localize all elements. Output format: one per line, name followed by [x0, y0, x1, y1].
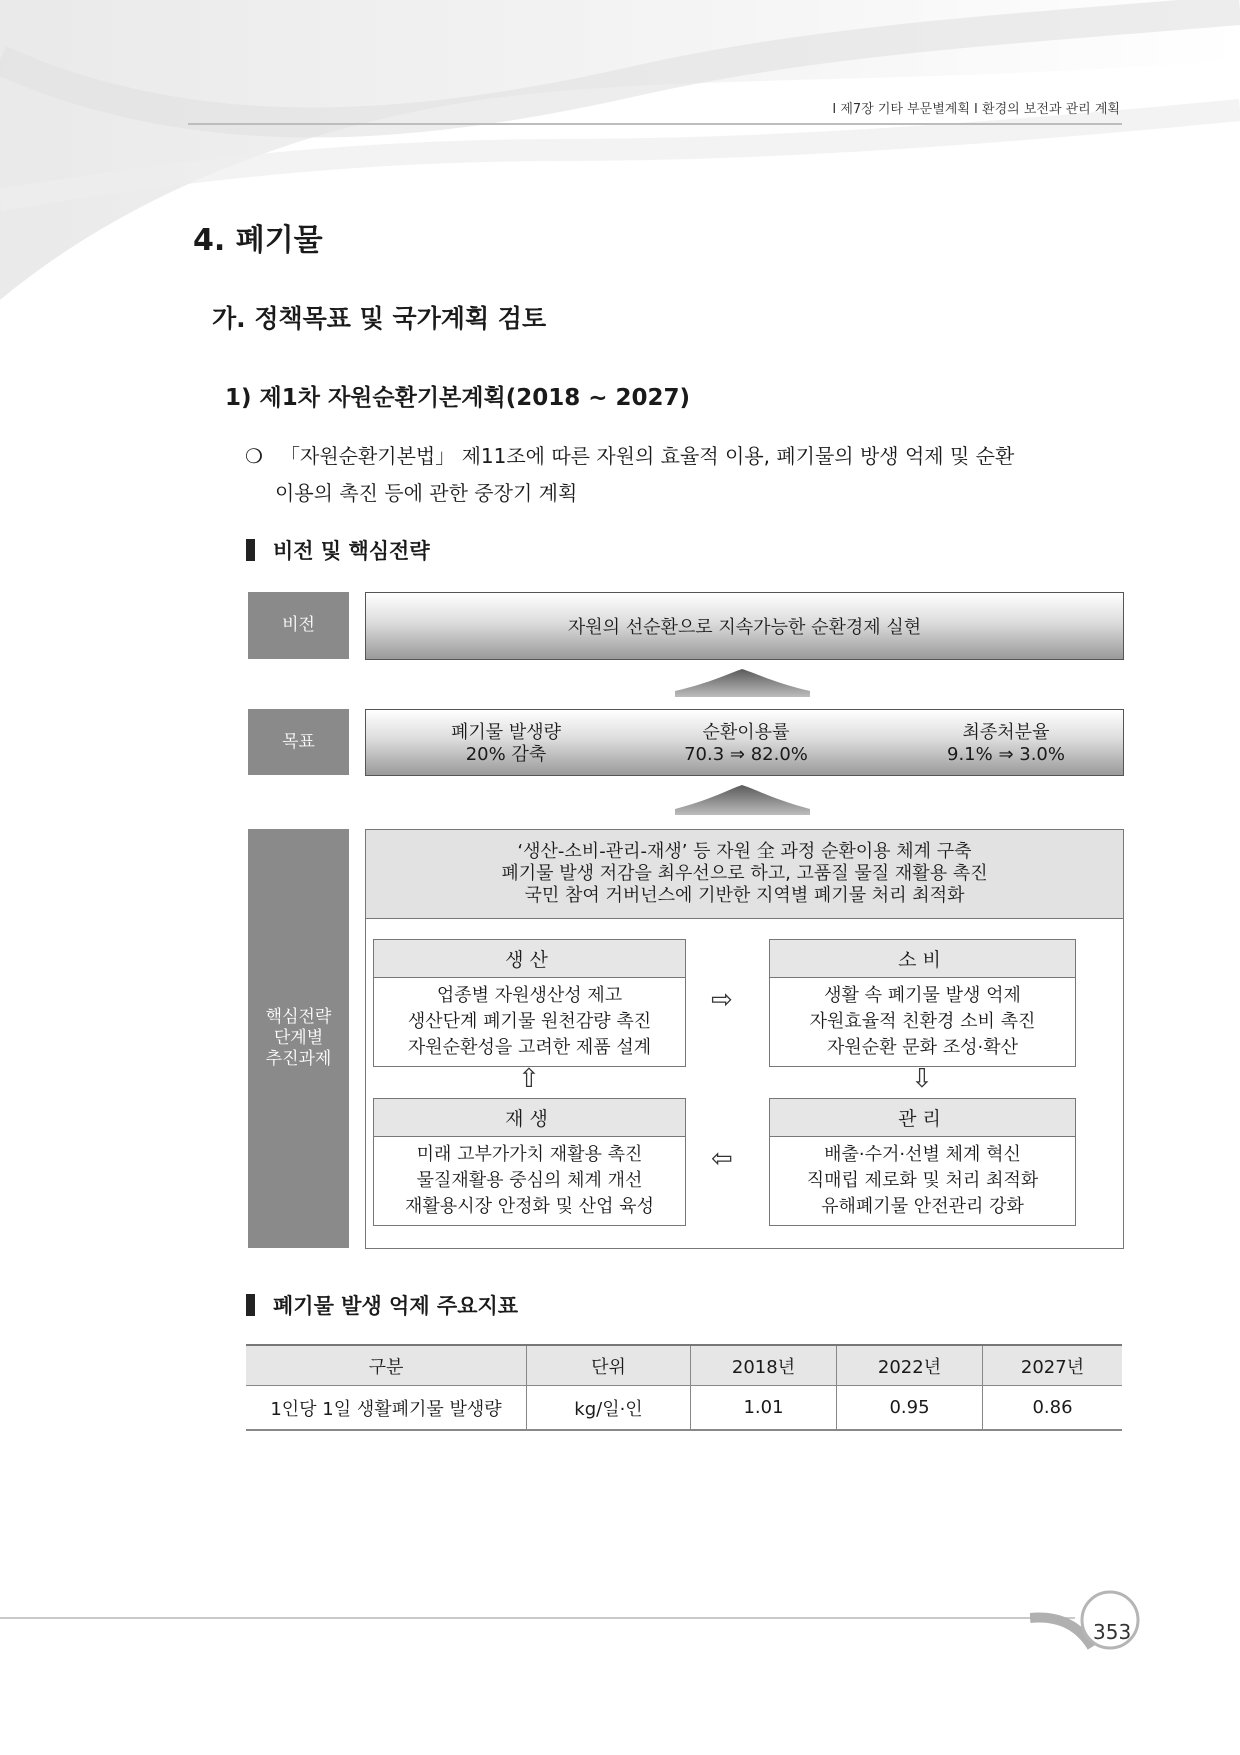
- table-header-cell: 2022년: [837, 1345, 983, 1386]
- table-row: [246, 1386, 1122, 1431]
- card-recycling: [373, 1098, 686, 1226]
- chapter-heading: 4. 폐기물: [193, 223, 323, 258]
- vision-label: 비전: [248, 592, 349, 659]
- footer-rule: [0, 1617, 1075, 1619]
- goal-waste-generation: 폐기물 발생량 20% 감축: [450, 722, 562, 765]
- table-header-cell: 2018년: [691, 1345, 837, 1386]
- header-swirl-decoration: [0, 0, 1240, 330]
- card-body: 생활 속 폐기물 발생 억제 자원효율적 친환경 소비 촉진 자원순환 문화 조성·확산: [809, 985, 1036, 1058]
- up-arrow-icon: [675, 785, 810, 815]
- card-body: 업종별 자원생산성 제고 생산단계 폐기물 원천감량 촉진 자원순환성을 고려한 제품 설계: [407, 985, 652, 1058]
- table-header-row: [246, 1345, 1122, 1386]
- page-number: 353: [1093, 1620, 1132, 1644]
- goal-box: [365, 709, 1124, 776]
- table-header-cell: 구분: [246, 1345, 527, 1386]
- table-cell: 0.95: [837, 1386, 983, 1431]
- card-title: 소비: [770, 940, 1075, 978]
- goal-label: 목표: [248, 709, 349, 775]
- card-consumption: [769, 939, 1076, 1067]
- vision-box: [365, 592, 1124, 660]
- intro-line-2: 이용의 촉진 등에 관한 중장기 계획: [275, 481, 578, 505]
- section-heading: 가. 정책목표 및 국가계획 검토: [212, 304, 547, 333]
- table-header-cell: 2027년: [983, 1345, 1123, 1386]
- running-head: Ⅰ 제7장 기타 부문별계획 Ⅰ 환경의 보전과 관리 계획: [832, 102, 1120, 117]
- title-bar-icon: [246, 1294, 255, 1316]
- strategy-box: [365, 829, 1124, 1249]
- card-title: 생산: [374, 940, 685, 978]
- strategy-label: 핵심전략 단계별 추진과제: [248, 829, 349, 1248]
- running-head-chapter: 제7장 기타 부문별계획: [840, 102, 970, 117]
- goal-final-disposal-rate: 최종처분율 9.1% ⇒ 3.0%: [947, 722, 1065, 765]
- header-rule: [188, 123, 1122, 125]
- table-cell: kg/일·인: [527, 1386, 691, 1431]
- table-cell: 0.86: [983, 1386, 1123, 1431]
- bullet-circle-icon: ❍: [245, 444, 263, 468]
- arrow-left-icon: ⇦: [711, 1144, 733, 1174]
- table-header-cell: 단위: [527, 1345, 691, 1386]
- title-bar-icon: [246, 539, 255, 561]
- intro-line-1: 「자원순환기본법」 제11조에 따른 자원의 효율적 이용, 폐기물의 방생 억제 및 순환: [280, 444, 1015, 468]
- indicator-title: 폐기물 발생 억제 주요지표: [246, 1290, 518, 1320]
- vision-text: 자원의 선순환으로 지속가능한 순환경제 실현: [567, 617, 922, 638]
- subsection-heading: 1) 제1차 자원순환기본계획(2018 ~ 2027): [225, 385, 691, 411]
- indicator-table: [246, 1344, 1122, 1431]
- card-title: 관리: [770, 1099, 1075, 1137]
- table-cell: 1.01: [691, 1386, 837, 1431]
- arrow-up-icon: ⇧: [518, 1064, 540, 1094]
- card-production: [373, 939, 686, 1067]
- card-body: 배출·수거·선별 체계 혁신 직매립 제로화 및 처리 최적화 유해폐기물 안전관리 강화: [806, 1144, 1039, 1217]
- goal-recycling-rate: 순환이용률 70.3 ⇒ 82.0%: [684, 722, 808, 765]
- footer-curve-decoration: [1030, 1585, 1150, 1655]
- running-head-section: 환경의 보전과 관리 계획: [982, 102, 1120, 117]
- vision-strategy-title: 비전 및 핵심전략: [246, 535, 430, 565]
- card-management: [769, 1098, 1076, 1226]
- table-cell: 1인당 1일 생활폐기물 발생량: [246, 1386, 527, 1431]
- up-arrow-icon: [675, 669, 810, 697]
- card-body: 미래 고부가가치 재활용 촉진 물질재활용 중심의 체계 개선 재활용시장 안정화 및 산업 육성: [405, 1144, 654, 1217]
- strategy-summary: ‘생산-소비-관리-재생’ 등 자원 全 과정 순환이용 체계 구축 폐기물 발생 저감을 최우선으로 하고, 고품질 물질 재활용 촉진 국민 참여 거버넌스에 기반한 지역별 폐기물 처리 최적화: [366, 830, 1123, 919]
- card-title: 재생: [374, 1099, 685, 1137]
- arrow-down-icon: ⇩: [911, 1064, 933, 1094]
- arrow-right-icon: ⇨: [711, 985, 733, 1015]
